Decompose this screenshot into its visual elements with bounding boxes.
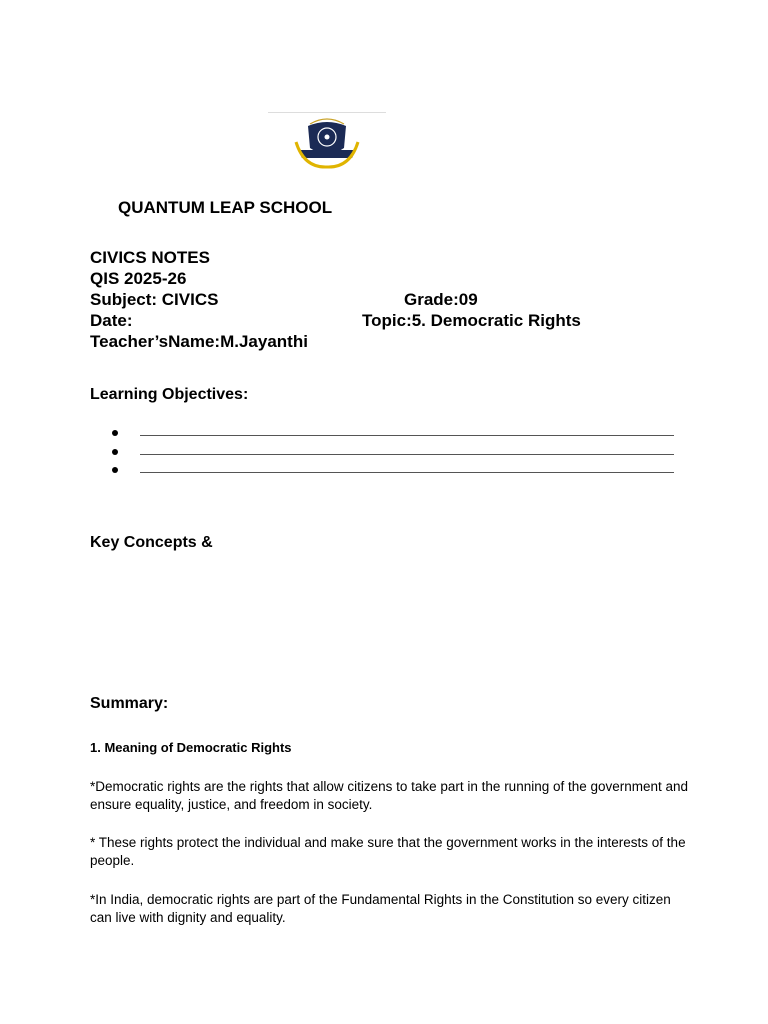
- paragraph-3: *In India, democratic rights are part of the Fundamental Rights in the Constitution so every citizen can live with dignity and equality.: [90, 892, 671, 925]
- date-label: Date:: [90, 311, 133, 330]
- notes-title: CIVICS NOTES: [90, 248, 210, 267]
- topic-label: Topic:5. Democratic Rights: [362, 311, 581, 330]
- bullet-icon: [112, 449, 118, 455]
- key-concepts-heading: Key Concepts &: [90, 534, 213, 551]
- learning-objectives-heading: Learning Objectives:: [90, 386, 249, 403]
- objective-blank-2: [112, 445, 674, 463]
- session-label: QIS 2025-26: [90, 269, 187, 288]
- section1-title: 1. Meaning of Democratic Rights: [90, 740, 292, 755]
- blank-line: [140, 454, 674, 455]
- subject-label: Subject: CIVICS: [90, 290, 219, 309]
- bullet-icon: [112, 467, 118, 473]
- school-logo: [268, 112, 386, 172]
- blank-line: [140, 435, 674, 436]
- blank-line: [140, 472, 674, 473]
- objective-blank-1: [112, 426, 674, 444]
- paragraph-2: * These rights protect the individual and make sure that the government works in the interests of the people.: [90, 835, 686, 868]
- objective-blank-3: [112, 463, 674, 481]
- bullet-icon: [112, 430, 118, 436]
- summary-heading: Summary:: [90, 695, 169, 712]
- teacher-name: Teacher’sName:M.Jayanthi: [90, 332, 308, 351]
- grade-label: Grade:09: [404, 290, 478, 309]
- school-name: QUANTUM LEAP SCHOOL: [118, 198, 333, 217]
- paragraph-1: *Democratic rights are the rights that allow citizens to take part in the running of the government and ensure equality, justice, and freedom in society.: [90, 779, 689, 812]
